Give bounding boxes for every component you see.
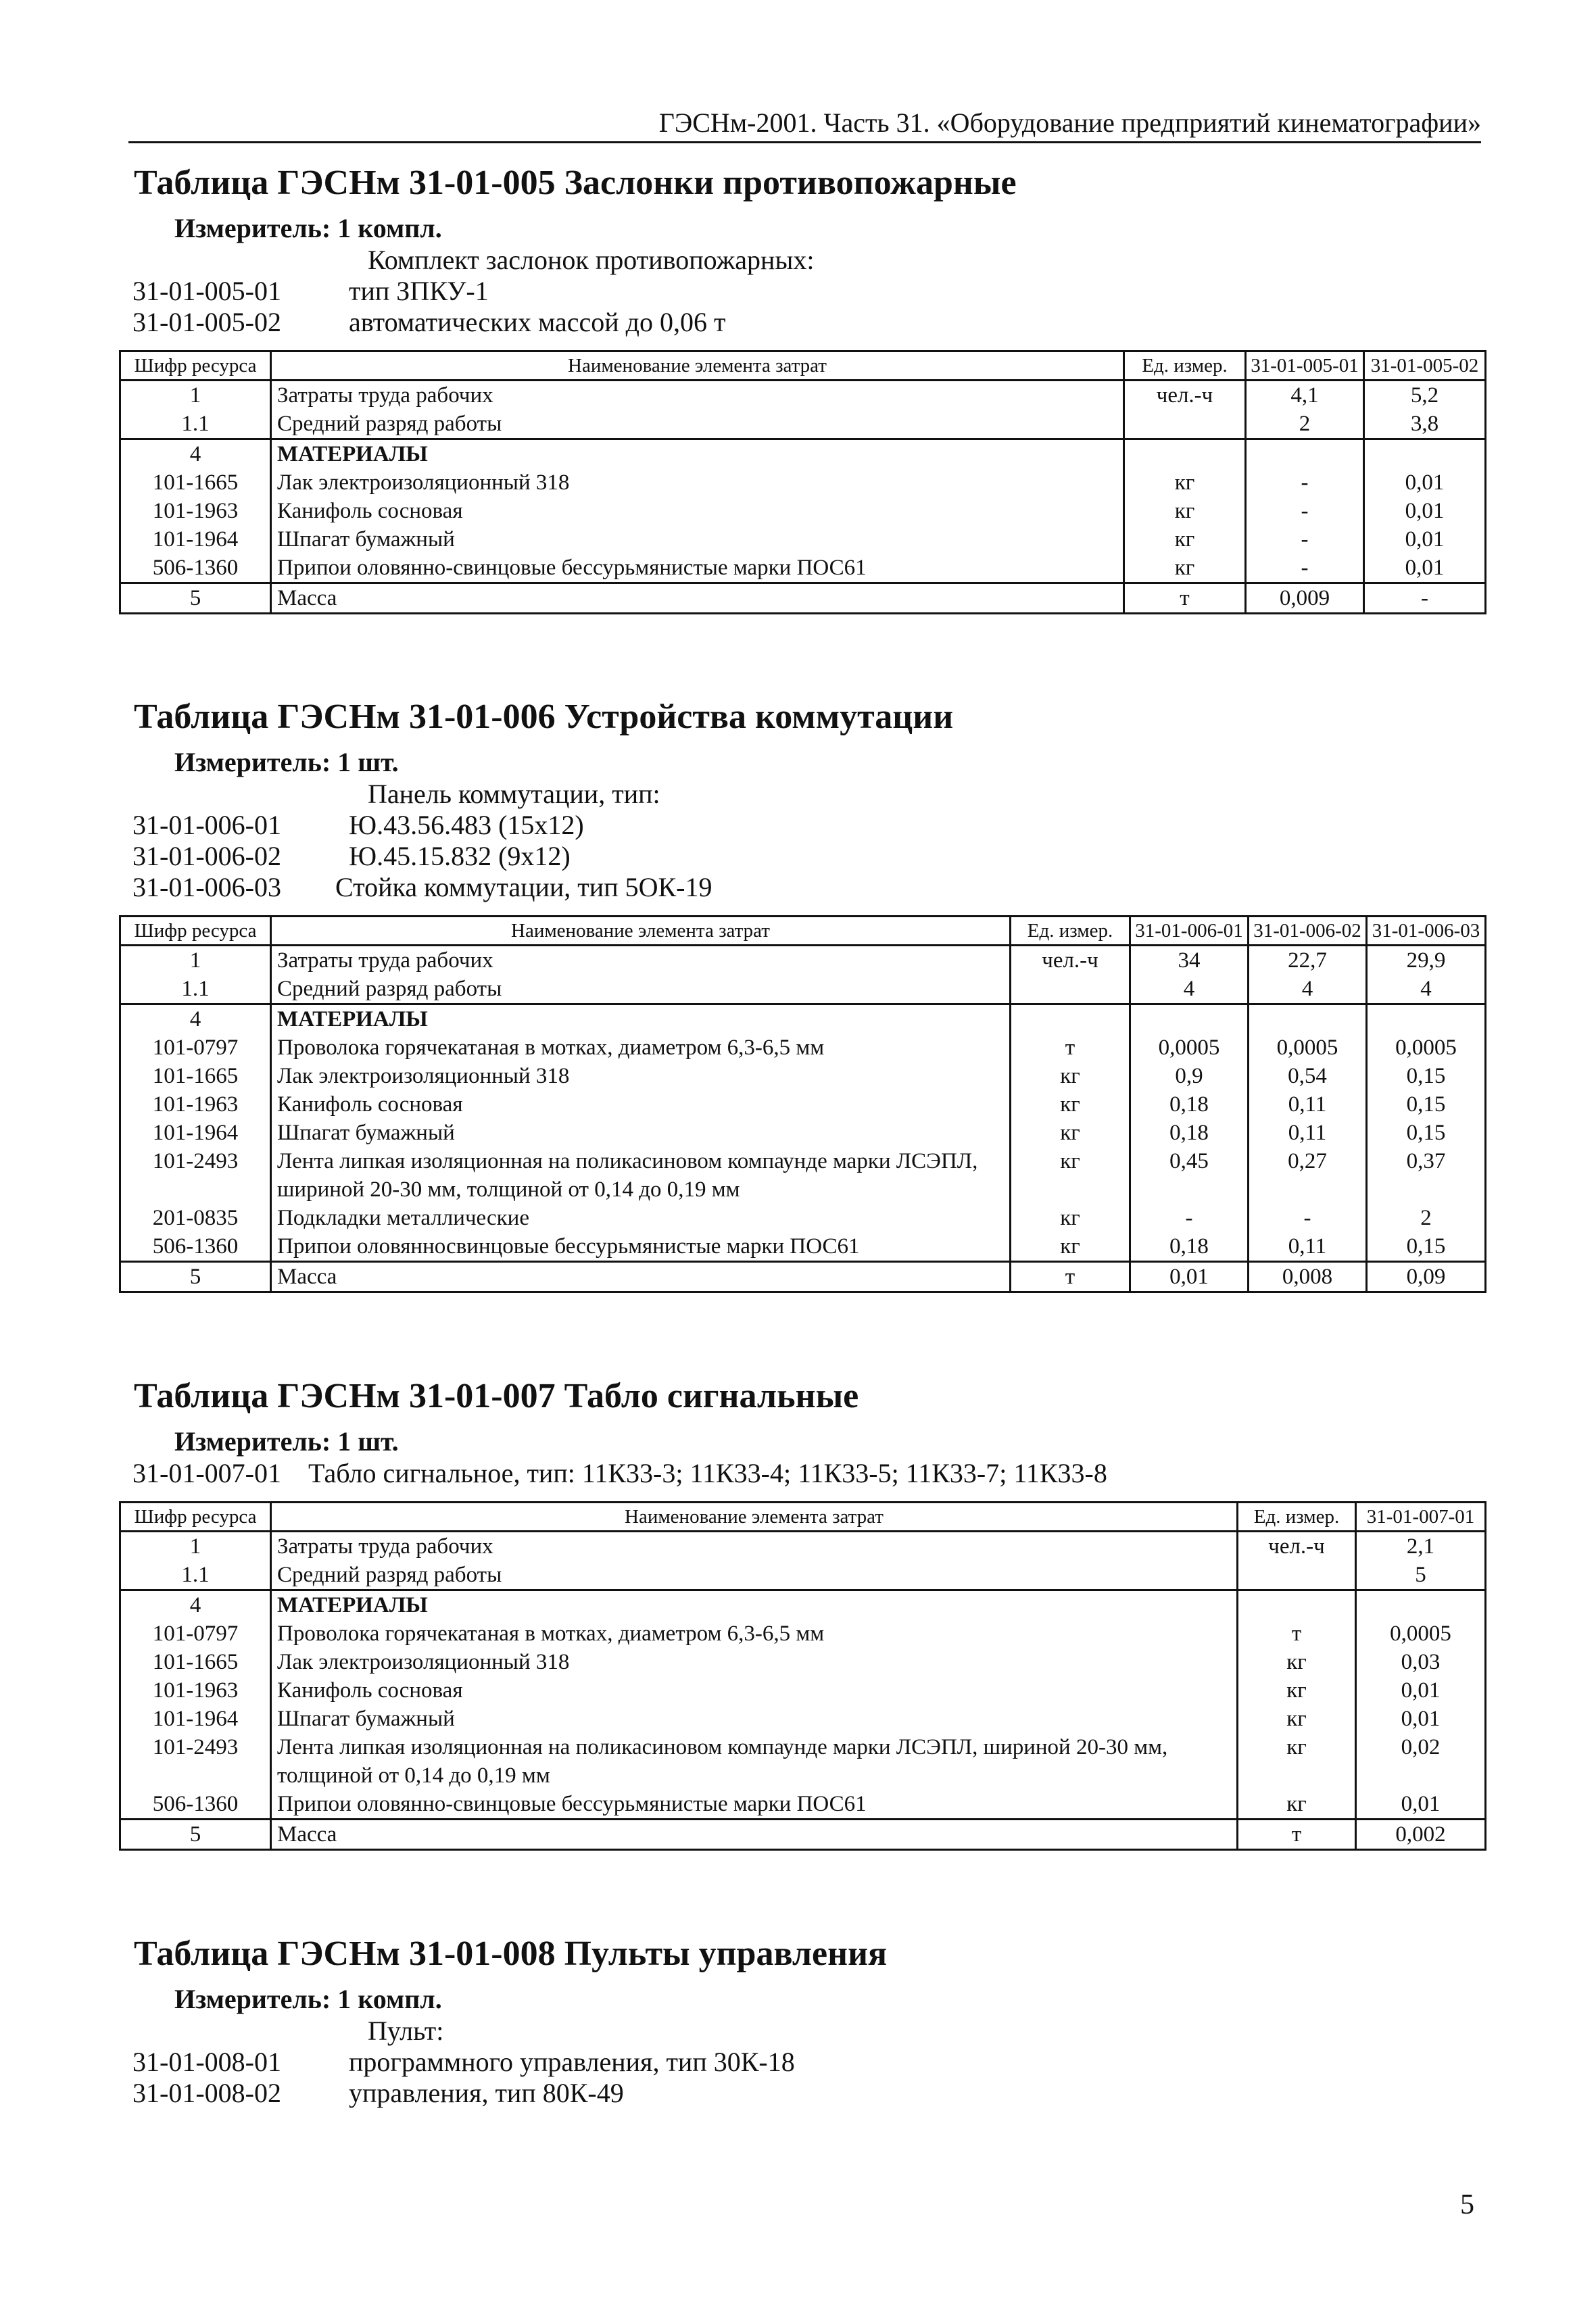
table-row (120, 1790, 1486, 1820)
cell-value: 0,54 (1249, 1062, 1367, 1090)
table-header-row (120, 351, 1486, 381)
cell-unit: чел.-ч (1238, 1532, 1356, 1561)
table-row (120, 946, 1486, 975)
table-row (120, 381, 1486, 410)
cell-code: 1.1 (120, 975, 271, 1004)
cell-value: 0,9 (1130, 1062, 1249, 1090)
cell-name: Лента липкая изоляционная на поликасиновом компаунде марки ЛСЭПЛ, шириной 20-30 мм, толщиной от 0,14 до 0,19 мм (271, 1733, 1238, 1790)
cell-name: МАТЕРИАЛЫ (271, 1590, 1238, 1620)
cell-value: - (1130, 1204, 1249, 1232)
header-unit: Ед. измер. (1011, 917, 1130, 946)
cell-value: 0,15 (1367, 1119, 1486, 1147)
cell-value: 0,18 (1130, 1090, 1249, 1119)
cell-code: 4 (120, 1004, 271, 1034)
table-header-row (120, 917, 1486, 946)
section-31-01-006 (119, 696, 1484, 1293)
cell-unit (1238, 1590, 1356, 1620)
cell-value: 0,15 (1367, 1090, 1486, 1119)
cell-value: 0,0005 (1356, 1619, 1486, 1648)
cell-name: Лак электроизоляционный 318 (271, 1062, 1011, 1090)
cell-code: 1.1 (120, 410, 271, 439)
cell-value: 22,7 (1249, 946, 1367, 975)
table-row (120, 497, 1486, 525)
desc-code: 31-01-007-01 (132, 1458, 281, 1488)
cell-name: Средний разряд работы (271, 410, 1124, 439)
cell-name: Шпагат бумажный (271, 525, 1124, 554)
cell-name: Масса (271, 1820, 1238, 1850)
cell-value: 0,002 (1356, 1820, 1486, 1850)
cell-code: 1.1 (120, 1561, 271, 1590)
cell-code: 101-1665 (120, 468, 271, 497)
cell-unit: кг (1238, 1790, 1356, 1820)
desc-code: 31-01-005-02 (132, 307, 281, 337)
cell-unit: кг (1011, 1204, 1130, 1232)
table-row (120, 1147, 1486, 1204)
cell-value: 2,1 (1356, 1532, 1486, 1561)
cell-value: - (1246, 497, 1364, 525)
cell-value: 0,01 (1364, 525, 1486, 554)
header-name: Наименование элемента затрат (271, 351, 1124, 381)
cell-unit: кг (1124, 525, 1246, 554)
header-name: Наименование элемента затрат (271, 917, 1011, 946)
table-header-row (120, 1503, 1486, 1532)
cell-code: 506-1360 (120, 554, 271, 583)
cell-name: Лак электроизоляционный 318 (271, 468, 1124, 497)
header-norm-code: 31-01-005-02 (1364, 351, 1486, 381)
cell-code: 101-1665 (120, 1648, 271, 1676)
cell-value: 0,01 (1130, 1262, 1249, 1292)
desc-intro: Панель коммутации, тип: (368, 779, 660, 809)
table-row (120, 554, 1486, 583)
cell-code: 101-1963 (120, 1090, 271, 1119)
table-row (120, 1561, 1486, 1590)
cell-value: - (1364, 583, 1486, 614)
table-row (120, 1676, 1486, 1705)
cell-value: 4 (1367, 975, 1486, 1004)
table-row (120, 1532, 1486, 1561)
table-row (120, 439, 1486, 469)
table-row (120, 1705, 1486, 1733)
cell-name: Подкладки металлические (271, 1204, 1011, 1232)
cell-code: 101-0797 (120, 1033, 271, 1062)
cell-value (1356, 1590, 1486, 1620)
cell-value: 0,11 (1249, 1119, 1367, 1147)
unit-of-measure: Измеритель: 1 шт. (174, 747, 399, 777)
norm-table (119, 350, 1486, 614)
cell-value: 4 (1130, 975, 1249, 1004)
desc-text: Ю.43.56.483 (15х12) (349, 810, 584, 840)
description-block (119, 779, 1484, 903)
table-row (120, 1648, 1486, 1676)
table-row (120, 1590, 1486, 1620)
header-code: Шифр ресурса (120, 917, 271, 946)
table-row (120, 1090, 1486, 1119)
cell-value: 0,01 (1356, 1790, 1486, 1820)
desc-text: программного управления, тип 30К-18 (349, 2047, 795, 2077)
cell-code: 101-1963 (120, 1676, 271, 1705)
section-31-01-008 (119, 1933, 1484, 2109)
table-row (120, 1820, 1486, 1850)
header-norm-code: 31-01-006-03 (1367, 917, 1486, 946)
cell-value: 5,2 (1364, 381, 1486, 410)
cell-unit: т (1238, 1619, 1356, 1648)
cell-unit: кг (1238, 1705, 1356, 1733)
table-row (120, 1733, 1486, 1790)
cell-code: 101-1963 (120, 497, 271, 525)
cell-value: 29,9 (1367, 946, 1486, 975)
header-norm-code: 31-01-006-02 (1249, 917, 1367, 946)
description-block (119, 1458, 1484, 1489)
desc-code: 31-01-006-01 (132, 810, 281, 840)
cell-name: Припои оловянно-свинцовые бессурьмянистые марки ПОС61 (271, 1790, 1238, 1820)
cell-value: 0,18 (1130, 1232, 1249, 1262)
table-row (120, 1033, 1486, 1062)
cell-name: Затраты труда рабочих (271, 946, 1011, 975)
cell-unit: т (1011, 1262, 1130, 1292)
table-row (120, 525, 1486, 554)
header-unit: Ед. измер. (1124, 351, 1246, 381)
norm-table (119, 1501, 1486, 1851)
cell-unit: кг (1238, 1648, 1356, 1676)
cell-value: 34 (1130, 946, 1249, 975)
cell-value: 0,37 (1367, 1147, 1486, 1204)
cell-value: 0,01 (1356, 1705, 1486, 1733)
unit-of-measure: Измеритель: 1 компл. (174, 1984, 442, 2014)
header-name: Наименование элемента затрат (271, 1503, 1238, 1532)
section-title: Таблица ГЭСНм 31-01-006 Устройства коммутации (134, 698, 954, 736)
cell-code: 101-1964 (120, 1705, 271, 1733)
desc-text: Стойка коммутации, тип 5ОК-19 (335, 872, 712, 902)
cell-value: 0,009 (1246, 583, 1364, 614)
header-unit: Ед. измер. (1238, 1503, 1356, 1532)
cell-unit (1238, 1561, 1356, 1590)
cell-value: 0,008 (1249, 1262, 1367, 1292)
table-row (120, 468, 1486, 497)
cell-name: Припои оловянно-свинцовые бессурьмянистые марки ПОС61 (271, 554, 1124, 583)
cell-value: 0,45 (1130, 1147, 1249, 1204)
cell-unit: т (1124, 583, 1246, 614)
cell-value: - (1246, 525, 1364, 554)
cell-unit: кг (1124, 554, 1246, 583)
cell-code: 101-1964 (120, 1119, 271, 1147)
cell-code: 101-1665 (120, 1062, 271, 1090)
cell-name: Затраты труда рабочих (271, 1532, 1238, 1561)
cell-value: 0,11 (1249, 1090, 1367, 1119)
table-row (120, 1262, 1486, 1292)
section-title: Таблица ГЭСНм 31-01-005 Заслонки противопожарные (134, 164, 1017, 202)
table-row (120, 410, 1486, 439)
cell-name: Канифоль сосновая (271, 1676, 1238, 1705)
desc-code: 31-01-008-02 (132, 2078, 281, 2108)
section-31-01-005 (119, 162, 1484, 614)
cell-value (1249, 1004, 1367, 1034)
cell-value: 0,18 (1130, 1119, 1249, 1147)
cell-value (1364, 439, 1486, 469)
cell-unit (1124, 410, 1246, 439)
cell-unit (1124, 439, 1246, 469)
cell-name: Лак электроизоляционный 318 (271, 1648, 1238, 1676)
header-code: Шифр ресурса (120, 1503, 271, 1532)
cell-value: 0,15 (1367, 1232, 1486, 1262)
cell-name: Средний разряд работы (271, 975, 1011, 1004)
norm-table (119, 915, 1486, 1293)
section-title: Таблица ГЭСНм 31-01-008 Пульты управления (134, 1934, 888, 1973)
cell-value: 2 (1367, 1204, 1486, 1232)
cell-value: 0,15 (1367, 1062, 1486, 1090)
cell-unit: кг (1011, 1119, 1130, 1147)
cell-value: 2 (1246, 410, 1364, 439)
cell-unit: кг (1124, 497, 1246, 525)
cell-name: МАТЕРИАЛЫ (271, 1004, 1011, 1034)
cell-code: 101-2493 (120, 1733, 271, 1790)
desc-code: 31-01-008-01 (132, 2047, 281, 2077)
header-code: Шифр ресурса (120, 351, 271, 381)
cell-unit (1011, 1004, 1130, 1034)
cell-value: 0,0005 (1367, 1033, 1486, 1062)
cell-value: 4,1 (1246, 381, 1364, 410)
cell-unit: кг (1124, 468, 1246, 497)
cell-code: 101-2493 (120, 1147, 271, 1204)
desc-text: тип ЗПКУ-1 (349, 276, 489, 306)
cell-value: 0,11 (1249, 1232, 1367, 1262)
cell-code: 1 (120, 946, 271, 975)
desc-code: 31-01-006-02 (132, 841, 281, 871)
cell-value: 0,0005 (1249, 1033, 1367, 1062)
cell-code: 4 (120, 1590, 271, 1620)
cell-name: Масса (271, 583, 1124, 614)
section-title: Таблица ГЭСНм 31-01-007 Табло сигнальные (134, 1377, 859, 1415)
cell-value: 5 (1356, 1561, 1486, 1590)
cell-value: - (1246, 554, 1364, 583)
cell-name: Канифоль сосновая (271, 497, 1124, 525)
cell-unit: кг (1011, 1062, 1130, 1090)
table-row (120, 1119, 1486, 1147)
cell-name: Шпагат бумажный (271, 1119, 1011, 1147)
desc-code: 31-01-006-03 (132, 872, 281, 902)
cell-code: 5 (120, 1820, 271, 1850)
cell-value: 0,01 (1364, 468, 1486, 497)
cell-code: 1 (120, 1532, 271, 1561)
cell-unit: кг (1238, 1676, 1356, 1705)
cell-value (1246, 439, 1364, 469)
cell-unit: кг (1011, 1232, 1130, 1262)
cell-value: 0,01 (1364, 554, 1486, 583)
cell-name: Припои оловянносвинцовые бессурьмянистые марки ПОС61 (271, 1232, 1011, 1262)
cell-unit (1011, 975, 1130, 1004)
table-row (120, 1619, 1486, 1648)
desc-code: 31-01-005-01 (132, 276, 281, 306)
cell-name: Проволока горячекатаная в мотках, диаметром 6,3-6,5 мм (271, 1619, 1238, 1648)
cell-name: Проволока горячекатаная в мотках, диаметром 6,3-6,5 мм (271, 1033, 1011, 1062)
cell-unit: кг (1011, 1147, 1130, 1204)
cell-name: МАТЕРИАЛЫ (271, 439, 1124, 469)
cell-value: 0,03 (1356, 1648, 1486, 1676)
desc-intro: Пульт: (368, 2016, 444, 2046)
description-block (119, 2016, 1484, 2109)
table-row (120, 1232, 1486, 1262)
cell-unit: т (1011, 1033, 1130, 1062)
cell-value: 0,09 (1367, 1262, 1486, 1292)
cell-code: 4 (120, 439, 271, 469)
table-row (120, 1004, 1486, 1034)
table-row (120, 975, 1486, 1004)
table-row (120, 1062, 1486, 1090)
cell-value: - (1249, 1204, 1367, 1232)
cell-value: - (1246, 468, 1364, 497)
table-row (120, 583, 1486, 614)
cell-code: 5 (120, 583, 271, 614)
cell-value: 0,27 (1249, 1147, 1367, 1204)
cell-code: 506-1360 (120, 1790, 271, 1820)
header-norm-code: 31-01-005-01 (1246, 351, 1364, 381)
desc-text: автоматических массой до 0,06 т (349, 307, 726, 337)
cell-value: 0,01 (1364, 497, 1486, 525)
cell-unit: т (1238, 1820, 1356, 1850)
cell-code: 5 (120, 1262, 271, 1292)
cell-value (1367, 1004, 1486, 1034)
cell-code: 101-0797 (120, 1619, 271, 1648)
cell-name: Масса (271, 1262, 1011, 1292)
cell-name: Лента липкая изоляционная на поликасиновом компаунде марки ЛСЭПЛ, шириной 20-30 мм, толщиной от 0,14 до 0,19 мм (271, 1147, 1011, 1204)
cell-unit: чел.-ч (1124, 381, 1246, 410)
table-row (120, 1204, 1486, 1232)
running-header: ГЭСНм-2001. Часть 31. «Оборудование предприятий кинематографии» (128, 107, 1481, 143)
desc-intro: Комплект заслонок противопожарных: (368, 245, 815, 275)
cell-name: Затраты труда рабочих (271, 381, 1124, 410)
cell-value: 0,01 (1356, 1676, 1486, 1705)
cell-code: 1 (120, 381, 271, 410)
unit-of-measure: Измеритель: 1 компл. (174, 213, 442, 243)
cell-value: 0,0005 (1130, 1033, 1249, 1062)
cell-name: Средний разряд работы (271, 1561, 1238, 1590)
cell-unit: чел.-ч (1011, 946, 1130, 975)
header-norm-code: 31-01-007-01 (1356, 1503, 1486, 1532)
cell-value: 0,02 (1356, 1733, 1486, 1790)
cell-unit: кг (1238, 1733, 1356, 1790)
cell-code: 201-0835 (120, 1204, 271, 1232)
cell-code: 506-1360 (120, 1232, 271, 1262)
desc-text: управления, тип 80К-49 (349, 2078, 624, 2108)
desc-text: Ю.45.15.832 (9х12) (349, 841, 571, 871)
section-31-01-007 (119, 1375, 1484, 1851)
unit-of-measure: Измеритель: 1 шт. (174, 1426, 399, 1457)
cell-value: 4 (1249, 975, 1367, 1004)
page-number: 5 (1460, 2189, 1474, 2220)
cell-name: Шпагат бумажный (271, 1705, 1238, 1733)
cell-name: Канифоль сосновая (271, 1090, 1011, 1119)
cell-code: 101-1964 (120, 525, 271, 554)
description-block (119, 245, 1484, 338)
header-norm-code: 31-01-006-01 (1130, 917, 1249, 946)
cell-value: 3,8 (1364, 410, 1486, 439)
cell-value (1130, 1004, 1249, 1034)
desc-text: Табло сигнальное, тип: 11К33-3; 11К33-4; 11К33-5; 11К33-7; 11К33-8 (308, 1458, 1107, 1488)
cell-unit: кг (1011, 1090, 1130, 1119)
